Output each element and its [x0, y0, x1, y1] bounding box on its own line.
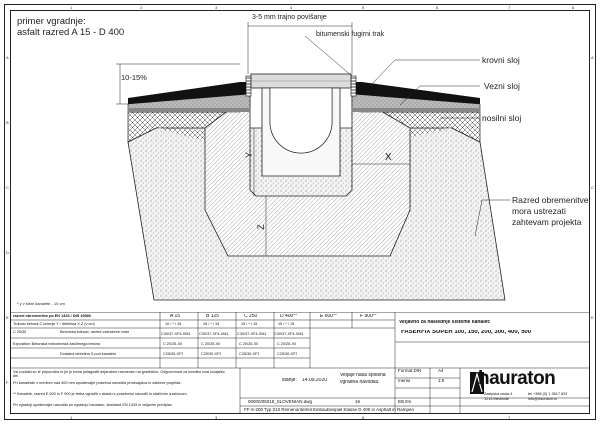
grid-label: E — [591, 315, 594, 320]
note-3: ** Kanalete, razred E 600 in F 900 je treba vgraditi v skladu s posebnimi navodili in statičnim izračunom. — [13, 392, 188, 396]
address-1: Zasipska cesta 4 — [484, 392, 513, 396]
sheet-num: 16 — [355, 400, 361, 404]
dim-z-label: Z — [255, 224, 266, 230]
razred-label-1: Razred obremenitve — [512, 195, 589, 205]
r4-b125: C25/30-XF3 — [201, 352, 222, 356]
row-1-label: Trdnost betona C ločenje Y / debelina X,Z (v cm) — [13, 322, 95, 326]
r3-a15: C 20/25-X0 — [163, 342, 183, 346]
row-4-label: Dodatna debelina S pod kanaleto — [60, 352, 117, 356]
razred-label-3: zahtevam projekta — [512, 217, 582, 227]
grid-label: 7 — [508, 415, 511, 420]
title-line-2: asfalt razred A 15 - D 400 — [17, 27, 125, 38]
note-4: Pri vgradnji upoštevajte navodila za vgradnjo hauraton, standard EN 1433 in veljavne predpise. — [13, 403, 173, 407]
valid-note-1: Veljaje naša splošna — [340, 373, 386, 378]
grid-label: F — [6, 380, 9, 385]
grid-label: 8 — [572, 5, 575, 10]
class-c250: C 250 — [244, 314, 258, 319]
dim-x-label: X — [385, 152, 392, 163]
nosilni-label: nosilni sloj — [482, 113, 522, 123]
r3-c250: C 20/25-X0 — [239, 342, 259, 346]
r2-a15: C30/37-XF4-XM1 — [161, 332, 191, 336]
valid-note-2: vgradna navodila. — [340, 380, 380, 385]
grid-label: 1 — [70, 415, 73, 420]
vezni-label: Vezni sloj — [484, 81, 520, 91]
r4-c250: C25/30-XF3 — [239, 352, 260, 356]
scale-value: 1:5 — [438, 379, 445, 383]
grid-label: B — [6, 120, 9, 125]
krovni-label: krovni sloj — [482, 55, 520, 65]
phone-1: tel +386 (0) 1 3617 833 — [528, 392, 568, 396]
status-label: stanje: — [282, 378, 297, 383]
r2-c250: C30/37-XF4-XM1 — [237, 332, 267, 336]
title-line-1: primer vgradnje: — [17, 16, 86, 27]
bitumen-leader — [305, 36, 352, 76]
format-value: A4 — [438, 369, 444, 373]
footer-title: FF-S-200 Typ 010 Rinnenunterteil Einbaubeispiel Klasse D 400 in Asphalt in Rampen — [244, 408, 415, 412]
vezni-band — [128, 108, 250, 112]
row-header: razred obremenitve po EN 1433 / DIN 19580 — [13, 314, 91, 318]
status-date: 14.09.2020 — [302, 378, 328, 383]
row-2a-label: C 25/30 — [13, 330, 27, 334]
note-1: Vsi podatki so le priporočila in jih je treba prilagoditi dejanskim razmeram na gradbišču. Odgovornost za izvedbo nosi izvajalec del. — [13, 370, 225, 379]
r3-d400: C 20/25-X0 — [277, 342, 297, 346]
channel-interior — [270, 88, 332, 153]
r1-c250: 15 / * / 15 — [241, 322, 258, 326]
grid-label: 2 — [140, 5, 143, 10]
class-d400: D 400** — [280, 314, 298, 319]
grid-label: 3 — [215, 415, 218, 420]
grid-label: 3 — [215, 5, 218, 10]
grid-label: C — [591, 185, 594, 190]
grid-label: D — [6, 250, 9, 255]
grid-label: 5 — [362, 415, 365, 420]
hauraton-logo: hauraton — [478, 368, 556, 389]
address-2: 1215 Medvode — [484, 397, 510, 401]
class-f900: F 900** — [360, 314, 377, 319]
grid-label: A — [6, 55, 9, 60]
grid-label: E — [6, 315, 9, 320]
drawing-number: 00000/05019_SLOVENIAN.dwg — [248, 400, 313, 404]
grid-label: 6 — [436, 5, 439, 10]
r1-a15: 10 / * / 15 — [165, 322, 182, 326]
slope-label: 10-15% — [121, 73, 147, 82]
follow-title: Veljavno za naslednje sisteme kanalet: — [399, 320, 491, 325]
r2-b125: C30/37-XF4-XM1 — [199, 332, 229, 336]
row-3a-label: Exposition Betonska trdnost — [13, 342, 61, 346]
footnote: * y v širini kanalete - 10 cm — [17, 301, 65, 306]
class-e600: E 600** — [320, 314, 337, 319]
vezni-band — [352, 108, 480, 112]
note-2: Pri kanaletah z merilom nad 400 mm upoštevajte posebna navodila proizvajalca in zahteve projekta. — [13, 381, 182, 385]
format-label: Format DIN — [398, 369, 422, 373]
grid-label: 5 — [362, 5, 365, 10]
r4-d400: C25/30-XF3 — [277, 352, 298, 356]
r4-a15: C25/30-XF3 — [163, 352, 184, 356]
class-b125: B 125 — [206, 314, 220, 319]
phone-2: info@hauraton.si — [528, 397, 557, 401]
grid-label: 4 — [290, 5, 293, 10]
class-a15: A 15 — [170, 314, 181, 319]
raise-label: 3-5 mm trajno povišanje — [252, 14, 327, 21]
razred-label-2: mora ustrezati — [512, 206, 566, 216]
krovni-leader — [370, 60, 395, 86]
dim-y-label: Y — [244, 151, 255, 159]
row-3b-label: vrsta zaščitnega betona — [60, 342, 101, 346]
follow-value: FASERFIX SUPER 100, 150, 200, 300, 400, 500 — [401, 330, 532, 335]
grid-label: A — [591, 55, 594, 60]
sheet-num-2: EB lfm — [398, 400, 412, 404]
grid-label: C — [6, 185, 9, 190]
r3-b125: C 20/25-X0 — [201, 342, 221, 346]
row-2b-label: Betonska trdnost, razred vzdražene vrste — [60, 330, 130, 334]
r2-d400: C30/37-XF4-XM1 — [274, 332, 304, 336]
scale-label: merilo — [398, 379, 411, 383]
r1-b125: 15 / * / 15 — [203, 322, 220, 326]
grid-label: 7 — [508, 5, 511, 10]
bitumen-label: bitumenski fugirni trak — [316, 31, 385, 38]
grid-label: 1 — [70, 5, 73, 10]
r1-d400: 15 / * / 15 — [278, 322, 295, 326]
